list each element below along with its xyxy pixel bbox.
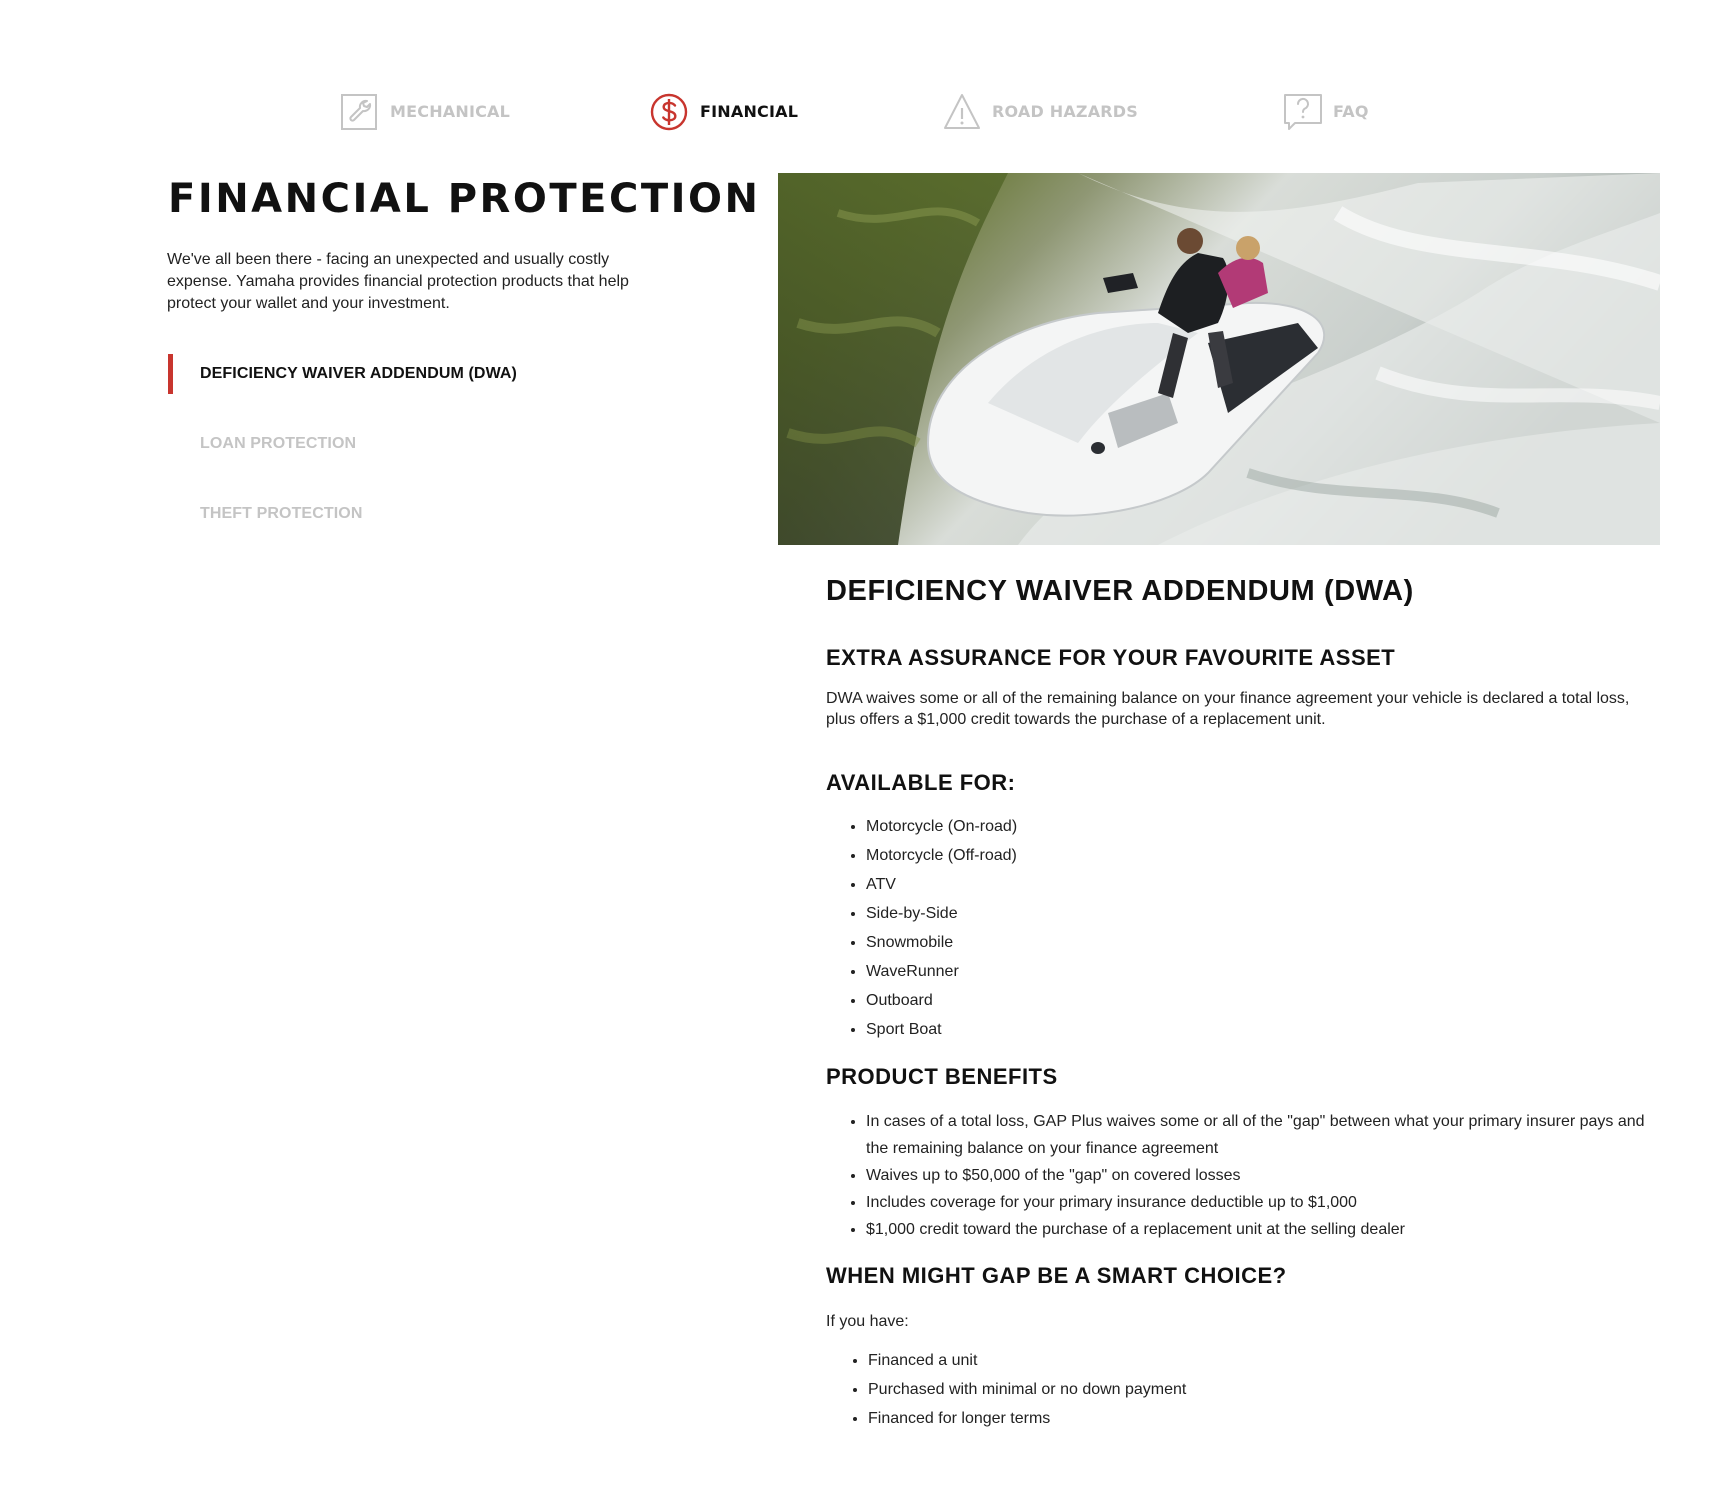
tab-road-hazards[interactable] xyxy=(942,88,1138,134)
active-marker xyxy=(168,354,173,394)
question-bubble-icon xyxy=(1283,91,1323,131)
list-item: • Motorcycle (Off-road) xyxy=(866,841,1660,870)
subnav-item-theft-protection[interactable] xyxy=(168,494,688,534)
extra-assurance-heading: EXTRA ASSURANCE FOR YOUR FAVOURITE ASSET xyxy=(826,645,1396,670)
subnav-item-dwa[interactable] xyxy=(168,354,688,394)
product-benefits-list xyxy=(826,1108,1660,1243)
warning-icon xyxy=(942,91,982,131)
product-benefits-heading: PRODUCT BENEFITS xyxy=(826,1064,1058,1089)
list-item: • Financed for longer terms xyxy=(868,1404,1660,1433)
subnav-item-label: DEFICIENCY WAIVER ADDENDUM (DWA) xyxy=(200,365,517,382)
hero-image xyxy=(778,173,1660,545)
tab-label: MECHANICAL xyxy=(390,101,511,121)
subnav-item-label: THEFT PROTECTION xyxy=(200,505,363,522)
section-title: DEFICIENCY WAIVER ADDENDUM (DWA) xyxy=(826,575,1414,607)
list-item: • Side-by-Side xyxy=(866,899,1660,928)
list-item: • Sport Boat xyxy=(866,1015,1660,1044)
tab-faq[interactable] xyxy=(1283,88,1369,134)
section-subnav xyxy=(168,354,688,564)
list-item: • WaveRunner xyxy=(866,957,1660,986)
list-item: • $1,000 credit toward the purchase of a replacement unit at the selling dealer xyxy=(866,1216,1660,1243)
list-item: • Outboard xyxy=(866,986,1660,1015)
available-for-list xyxy=(826,812,1660,1044)
list-item: • Purchased with minimal or no down payment xyxy=(868,1375,1660,1404)
tab-mechanical[interactable] xyxy=(340,88,510,134)
dwa-content xyxy=(826,572,1660,1433)
smart-choice-intro: If you have: xyxy=(826,1313,909,1330)
tab-label: ROAD HAZARDS xyxy=(992,101,1139,121)
list-item: • Financed a unit xyxy=(868,1346,1660,1375)
extra-assurance-text: DWA waives some or all of the remaining balance on your finance agreement your vehicle is declared a total loss, plus offers a $1,000 credit towards the purchase of a replacement unit. xyxy=(826,690,1630,728)
list-item: • Includes coverage for your primary insurance deductible up to $1,000 xyxy=(866,1189,1660,1216)
subnav-item-loan-protection[interactable] xyxy=(168,424,688,464)
list-item: • In cases of a total loss, GAP Plus waives some or all of the "gap" between what your primary insurer pays and the remaining balance on your finance agreement xyxy=(866,1108,1660,1162)
wrench-icon xyxy=(340,91,380,131)
tab-financial[interactable] xyxy=(650,88,798,134)
dollar-icon xyxy=(650,91,690,131)
subnav-item-label: LOAN PROTECTION xyxy=(200,435,357,452)
list-item: • Motorcycle (On-road) xyxy=(866,812,1660,841)
intro-text: We've all been there - facing an unexpected and usually costly expense. Yamaha provides financial protection products that help protect your wallet and your investment. xyxy=(167,251,629,312)
smart-choice-list xyxy=(826,1346,1660,1433)
smart-choice-heading: WHEN MIGHT GAP BE A SMART CHOICE? xyxy=(826,1263,1287,1288)
watercraft-photo xyxy=(778,173,1660,545)
tab-label: FAQ xyxy=(1333,101,1369,121)
list-item: • ATV xyxy=(866,870,1660,899)
category-tabs xyxy=(0,0,1728,160)
tab-label: FINANCIAL xyxy=(700,101,799,121)
list-item: • Snowmobile xyxy=(866,928,1660,957)
list-item: • Waives up to $50,000 of the "gap" on covered losses xyxy=(866,1162,1660,1189)
available-for-heading: AVAILABLE FOR: xyxy=(826,770,1016,795)
page-title: FINANCIAL PROTECTION xyxy=(168,176,761,222)
